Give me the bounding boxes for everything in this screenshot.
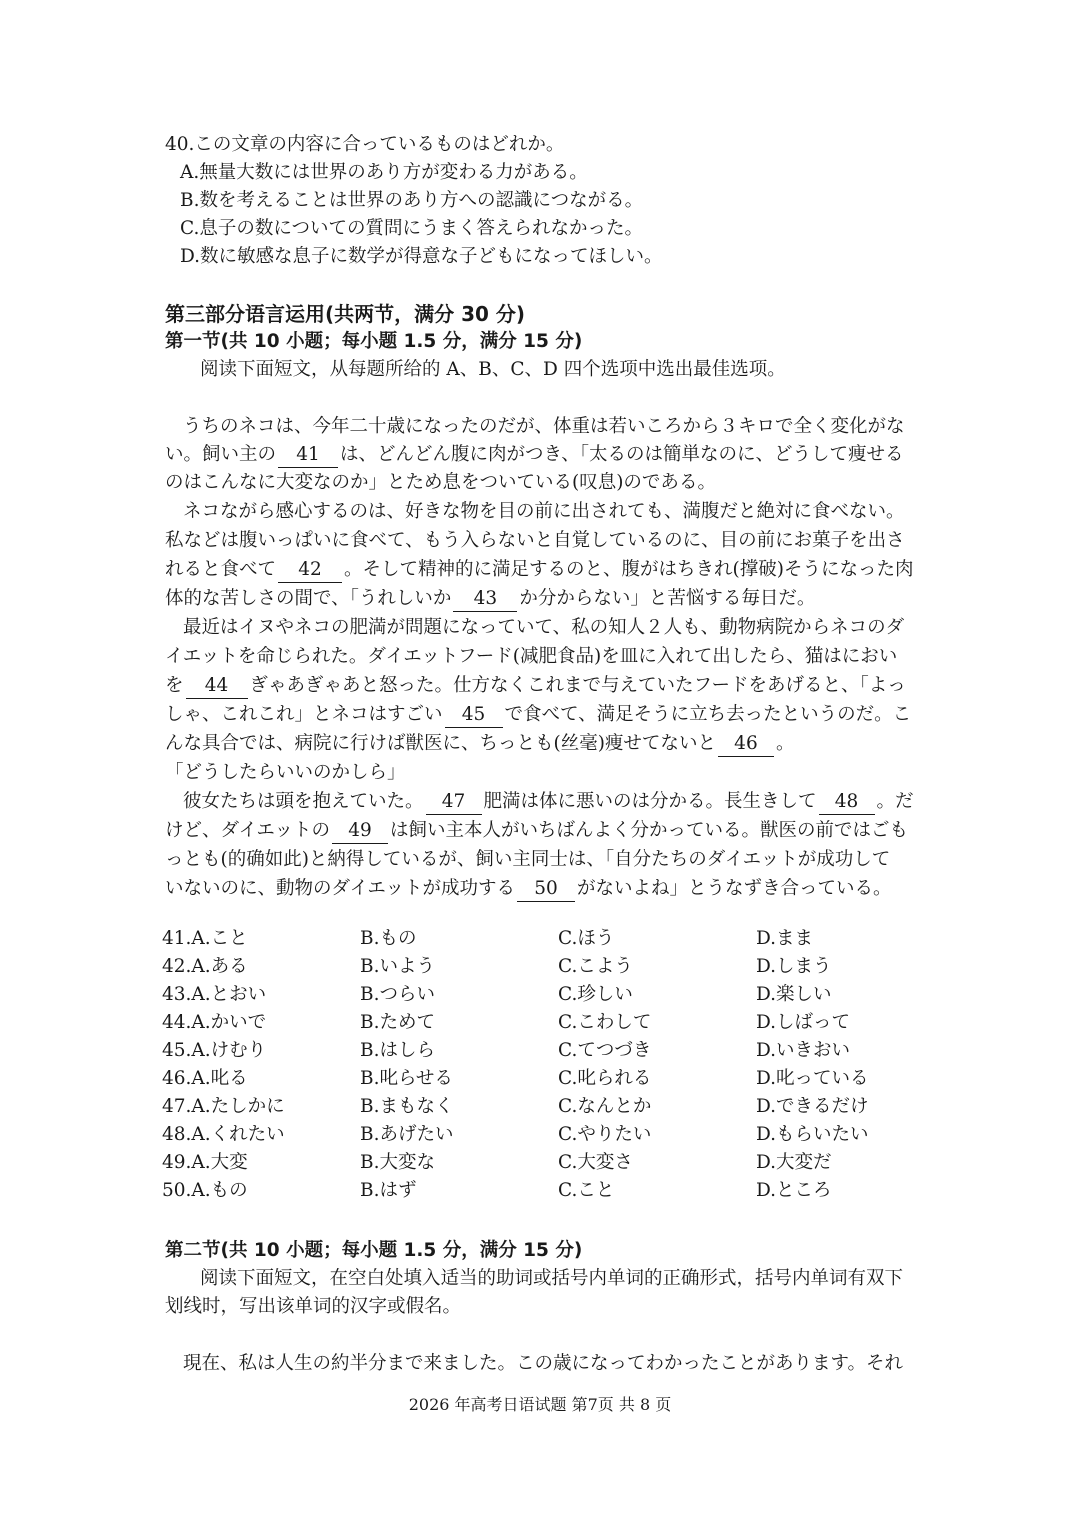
option-c: C.こよう <box>558 956 633 977</box>
option-b: B.もの <box>360 928 417 949</box>
passage-text: 彼女たちは頭を抱えていた。 <box>183 791 424 812</box>
option-d: D.できるだけ <box>756 1096 869 1117</box>
passage-line: ネコながら感心するのは、好きな物を目の前に出されても、満腹だと絶対に食べない。 <box>183 501 905 522</box>
passage-line: 最近はイヌやネコの肥満が問題になっていて、私の知人２人も、動物病院からネコのダ <box>183 617 905 638</box>
option-a: 43.A.とおい <box>162 984 267 1005</box>
passage-text: い。飼い主の <box>165 444 277 465</box>
passage-text: か分からない」と苦悩する毎日だ。 <box>519 588 816 609</box>
q40-stem: 40.この文章の内容に合っているものはどれか。 <box>165 134 565 155</box>
passage-line: イエットを命じられた。ダイエットフード(减肥食品)を皿に入れて出したら、猫はにおい <box>165 646 898 667</box>
option-c: C.叱られる <box>558 1068 652 1089</box>
blank-42: 42 <box>278 558 342 583</box>
passage-line: っとも(的确如此)と納得しているが、飼い主同士は、「自分たちのダイエットが成功して <box>165 849 891 870</box>
passage-text: がないよね」とうなずき合っている。 <box>577 878 892 899</box>
passage-text: 。 <box>775 733 795 754</box>
q40-option-b: B.数を考えることは世界のあり方への認識につながる。 <box>180 190 644 211</box>
blank-41: 41 <box>278 443 338 468</box>
blank-46: 46 <box>718 732 774 757</box>
option-c: C.こと <box>558 1180 615 1201</box>
passage-line <box>165 817 925 845</box>
option-b: B.いよう <box>360 956 435 977</box>
option-a: 47.A.たしかに <box>162 1096 285 1117</box>
passage-text: 肥満は体に悪いのは分かる。長生きして <box>483 791 817 812</box>
passage-text: いないのに、動物のダイエットが成功する <box>165 878 516 899</box>
page-footer: 2026 年高考日语试题 第7页 共 8 页 <box>408 1395 672 1414</box>
option-d: D.まま <box>756 928 814 949</box>
option-b: B.まもなく <box>360 1096 454 1117</box>
section2-instruction: 划线时，写出该单词的汉字或假名。 <box>165 1296 462 1317</box>
passage-line <box>165 556 925 584</box>
option-b: B.はしら <box>360 1040 435 1061</box>
option-c: C.珍しい <box>558 984 633 1005</box>
passage-line: 「どうしたらいいのかしら」 <box>165 762 406 783</box>
section1-title: 第一节(共 10 小题；每小题 1.5 分，满分 15 分) <box>165 331 583 352</box>
option-d: D.しまう <box>756 956 832 977</box>
blank-50: 50 <box>517 877 575 902</box>
option-b: B.あげたい <box>360 1124 454 1145</box>
passage-line: 私などは腹いっぱいに食べて、もう入らないと自覚しているのに、目の前にお菓子を出さ <box>165 530 905 551</box>
passage-line <box>165 701 925 729</box>
blank-45: 45 <box>445 703 503 728</box>
option-c: C.やりたい <box>558 1124 652 1145</box>
option-c: C.ほう <box>558 928 615 949</box>
option-a: 49.A.大変 <box>162 1152 248 1173</box>
q40-option-a: A.無量大数には世界のあり方が変わる力がある。 <box>180 162 588 183</box>
passage-text: けど、ダイエットの <box>165 820 331 841</box>
passage-text: 。だ <box>876 791 914 812</box>
q40-option-d: D.数に敏感な息子に数学が得意な子どもになってほしい。 <box>180 246 663 267</box>
option-a: 46.A.叱る <box>162 1068 248 1089</box>
option-c: C.大変さ <box>558 1152 633 1173</box>
option-c: C.てつづき <box>558 1040 652 1061</box>
option-b: B.叱らせる <box>360 1068 453 1089</box>
option-a: 44.A.かいで <box>162 1012 267 1033</box>
q40-option-c: C.息子の数についての質問にうまく答えられなかった。 <box>180 218 644 239</box>
passage-text: 体的な苦しさの間で、「うれしいか <box>165 588 452 609</box>
passage-line <box>165 441 925 469</box>
passage-text: を <box>165 675 184 696</box>
option-d: D.大変だ <box>756 1152 832 1173</box>
option-d: D.叱っている <box>756 1068 869 1089</box>
passage-text: は、どんどん腹に肉がつき、「太るのは簡単なのに、どうして痩せる <box>340 444 904 465</box>
passage-text: んな具合では、病院に行けば獣医に、ちっとも(丝毫)痩せてないと <box>165 733 716 754</box>
section2-title: 第二节(共 10 小题；每小题 1.5 分，满分 15 分) <box>165 1240 583 1261</box>
passage-text: ぎゃあぎゃあと怒った。仕方なくこれまで与えていたフードをあげると、「よっ <box>249 675 906 696</box>
passage-text: 。そして精神的に満足するのと、腹がはちきれ(撑破)そうになった肉 <box>344 559 914 580</box>
option-d: D.ところ <box>756 1180 832 1201</box>
part3-title: 第三部分语言运用(共两节，满分 30 分) <box>165 302 526 326</box>
option-c: C.こわして <box>558 1012 652 1033</box>
passage-line <box>165 585 925 613</box>
passage-line: のはこんなに大変なのか」とため息をついている(叹息)のである。 <box>165 472 716 493</box>
passage-text: れると食べて <box>165 559 277 580</box>
option-b: B.つらい <box>360 984 435 1005</box>
option-d: D.いきおい <box>756 1040 851 1061</box>
option-b: B.ためて <box>360 1012 435 1033</box>
passage-line <box>165 875 925 903</box>
option-a: 48.A.くれたい <box>162 1124 285 1145</box>
option-d: D.しばって <box>756 1012 851 1033</box>
blank-48: 48 <box>819 790 875 815</box>
passage-line: うちのネコは、今年二十歳になったのだが、体重は若いころから３キロで全く変化がな <box>183 416 905 437</box>
section1-instruction: 阅读下面短文，从每题所给的 A、B、C、D 四个选项中选出最佳选项。 <box>200 359 786 380</box>
blank-44: 44 <box>186 674 248 699</box>
passage-text: しゃ、これこれ」とネコはすごい <box>165 704 443 725</box>
option-d: D.楽しい <box>756 984 832 1005</box>
section2-instruction: 阅读下面短文，在空白处填入适当的助词或括号内单词的正确形式，括号内单词有双下 <box>200 1268 904 1289</box>
option-b: B.はず <box>360 1180 417 1201</box>
passage-line <box>165 672 925 700</box>
passage-line <box>165 730 925 758</box>
option-d: D.もらいたい <box>756 1124 869 1145</box>
option-c: C.なんとか <box>558 1096 652 1117</box>
passage-text: で食べて、満足そうに立ち去ったというのだ。こ <box>504 704 912 725</box>
section2-passage-line: 現在、私は人生の約半分まで来ました。この歳になってわかったことがあります。それ <box>183 1353 904 1374</box>
option-b: B.大変な <box>360 1152 435 1173</box>
option-a: 42.A.ある <box>162 956 248 977</box>
blank-47: 47 <box>426 790 482 815</box>
blank-43: 43 <box>453 587 517 612</box>
option-a: 41.A.こと <box>162 928 248 949</box>
passage-line <box>183 788 943 816</box>
blank-49: 49 <box>332 819 388 844</box>
option-a: 50.A.もの <box>162 1180 248 1201</box>
option-a: 45.A.けむり <box>162 1040 267 1061</box>
passage-text: は飼い主本人がいちばんよく分かっている。獣医の前ではごも <box>390 820 909 841</box>
